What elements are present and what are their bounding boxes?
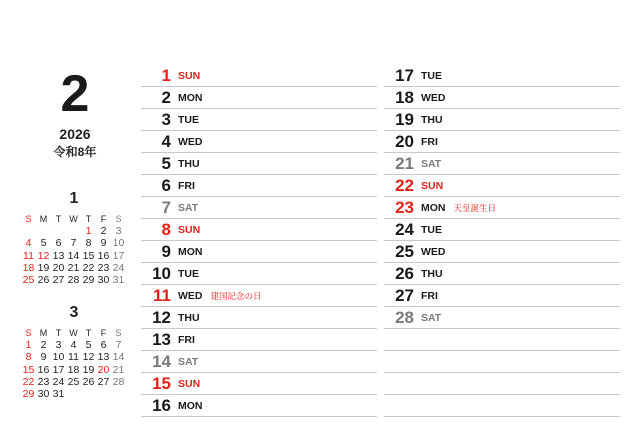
mini-week-row <box>21 262 127 274</box>
day-of-week: THU <box>178 311 200 324</box>
mini-week-row <box>21 237 127 249</box>
mini-day-cell <box>66 225 81 237</box>
day-of-week: SAT <box>421 157 442 170</box>
day-of-week: THU <box>421 113 443 126</box>
day-row <box>384 351 620 373</box>
mini-day-cell: 17 <box>112 249 125 262</box>
mini-day-cell: 14 <box>67 249 80 262</box>
mini-day-cell: 11 <box>68 351 79 364</box>
mini-day-cell: 4 <box>25 237 32 250</box>
day-row <box>141 329 377 351</box>
day-row <box>141 131 377 153</box>
day-of-week: MON <box>178 91 203 104</box>
mini-day-cell: 25 <box>22 274 35 287</box>
mini-day-cell: 19 <box>82 363 95 376</box>
mini-day-cell: 10 <box>112 237 125 250</box>
mini-day-cell <box>21 225 36 237</box>
day-number: 10 <box>152 263 171 283</box>
mini-calendar-weekday-header <box>21 327 127 339</box>
mini-day-cell: 18 <box>67 363 80 376</box>
day-number: 3 <box>161 109 171 129</box>
day-number: 21 <box>395 153 414 173</box>
mini-weekday-label: S <box>115 328 122 338</box>
mini-weekday-label: W <box>69 214 78 224</box>
day-row <box>141 65 377 87</box>
day-row <box>384 65 620 87</box>
mini-weekday-label: S <box>25 328 32 338</box>
day-number: 14 <box>152 351 171 371</box>
day-of-week: THU <box>421 267 443 280</box>
day-of-week: TUE <box>421 69 442 82</box>
mini-day-cell: 27 <box>97 375 110 388</box>
mini-day-cell: 12 <box>37 249 50 262</box>
mini-calendar-title: 3 <box>69 304 79 321</box>
day-row <box>384 109 620 131</box>
day-number: 25 <box>395 241 414 261</box>
day-number: 16 <box>152 395 171 415</box>
day-row <box>384 87 620 109</box>
mini-day-cell: 6 <box>55 237 62 250</box>
mini-day-cell: 14 <box>112 351 125 364</box>
day-number: 6 <box>161 175 171 195</box>
mini-day-cell: 29 <box>22 388 35 401</box>
mini-day-cell: 11 <box>23 249 34 262</box>
mini-day-cell: 5 <box>85 339 92 352</box>
mini-weekday-label: T <box>85 328 92 338</box>
mini-week-row <box>21 250 127 262</box>
mini-day-cell: 24 <box>52 375 65 388</box>
mini-day-cell <box>51 225 66 237</box>
mini-day-cell: 1 <box>25 339 32 352</box>
mini-calendar-title: 1 <box>69 190 79 207</box>
mini-week-row <box>21 376 127 388</box>
mini-calendar-next-month <box>21 304 127 400</box>
mini-weekday-label: S <box>115 214 122 224</box>
day-number: 17 <box>395 65 414 85</box>
day-row <box>141 395 377 417</box>
mini-day-cell: 28 <box>112 375 125 388</box>
day-row <box>384 307 620 329</box>
mini-week-row <box>21 274 127 286</box>
day-of-week: MON <box>178 399 203 412</box>
day-number: 19 <box>395 109 414 129</box>
mini-weekday-label: F <box>100 328 107 338</box>
mini-day-cell: 21 <box>67 261 80 274</box>
mini-day-cell: 29 <box>82 274 95 287</box>
day-number: 4 <box>161 131 171 151</box>
holiday-label: 天皇誕生日 <box>453 202 497 213</box>
mini-day-cell <box>81 388 96 400</box>
mini-day-cell: 27 <box>52 274 65 287</box>
day-of-week: MON <box>421 201 446 214</box>
mini-weekday-label: T <box>55 214 62 224</box>
day-row <box>384 219 620 241</box>
day-row <box>141 373 377 395</box>
mini-weekday-label: M <box>39 214 48 224</box>
day-of-week: WED <box>421 91 446 104</box>
day-row <box>384 197 620 219</box>
mini-day-cell: 3 <box>115 225 122 238</box>
mini-day-cell: 23 <box>37 375 50 388</box>
mini-weekday-label: T <box>55 328 62 338</box>
mini-day-cell: 7 <box>115 339 122 352</box>
day-of-week: MON <box>178 245 203 258</box>
mini-day-cell: 31 <box>52 388 65 401</box>
mini-calendar-previous-month <box>21 190 127 286</box>
mini-day-cell <box>96 388 111 400</box>
mini-weekday-label: M <box>39 328 48 338</box>
mini-day-cell <box>111 388 126 400</box>
mini-day-cell: 8 <box>85 237 92 250</box>
mini-day-cell: 24 <box>112 261 125 274</box>
day-number: 18 <box>395 87 414 107</box>
day-row <box>141 285 377 307</box>
day-number: 9 <box>161 241 171 261</box>
day-of-week: SUN <box>178 377 201 390</box>
mini-day-cell: 19 <box>37 261 50 274</box>
mini-day-cell: 30 <box>37 388 50 401</box>
day-of-week: SUN <box>178 223 201 236</box>
mini-weekday-label: F <box>100 214 107 224</box>
day-row <box>141 241 377 263</box>
day-number: 7 <box>161 197 171 217</box>
mini-day-cell: 30 <box>97 274 110 287</box>
day-number: 26 <box>395 263 414 283</box>
year-label: 2026 <box>59 126 91 142</box>
mini-day-cell: 18 <box>22 261 35 274</box>
day-of-week: FRI <box>421 135 438 148</box>
day-number: 2 <box>161 87 171 107</box>
mini-day-cell: 16 <box>97 249 110 262</box>
day-row <box>384 131 620 153</box>
day-row <box>384 329 620 351</box>
mini-day-cell: 2 <box>40 339 47 352</box>
day-row <box>384 241 620 263</box>
mini-week-row <box>21 364 127 376</box>
day-of-week: SAT <box>178 201 199 214</box>
mini-day-cell: 7 <box>70 237 77 250</box>
mini-day-cell: 22 <box>82 261 95 274</box>
day-of-week: SUN <box>421 179 444 192</box>
mini-calendar-grid <box>21 225 127 286</box>
day-of-week: SAT <box>178 355 199 368</box>
mini-day-cell: 6 <box>100 339 107 352</box>
day-number: 5 <box>161 153 171 173</box>
mini-day-cell: 25 <box>67 375 80 388</box>
day-number: 11 <box>153 285 171 305</box>
day-row <box>384 285 620 307</box>
day-row <box>384 395 620 417</box>
day-number: 1 <box>161 65 171 85</box>
mini-day-cell: 9 <box>100 237 107 250</box>
day-number: 12 <box>152 307 171 327</box>
day-row <box>141 87 377 109</box>
day-list-right-column <box>384 65 620 417</box>
mini-weekday-label: W <box>69 328 78 338</box>
day-number: 24 <box>395 219 414 239</box>
mini-day-cell: 26 <box>82 375 95 388</box>
mini-week-row <box>21 351 127 363</box>
day-row <box>141 109 377 131</box>
day-list-left-column <box>141 65 377 417</box>
mini-day-cell: 12 <box>82 351 95 364</box>
day-row <box>141 307 377 329</box>
holiday-label: 建国記念の日 <box>210 290 262 301</box>
day-of-week: SAT <box>421 311 442 324</box>
mini-day-cell: 3 <box>55 339 62 352</box>
mini-day-cell: 26 <box>37 274 50 287</box>
day-number: 13 <box>152 329 171 349</box>
day-number: 22 <box>395 175 414 195</box>
day-number: 23 <box>395 197 414 217</box>
mini-day-cell <box>66 388 81 400</box>
day-of-week: FRI <box>178 179 195 192</box>
day-of-week: WED <box>178 289 203 302</box>
mini-week-row <box>21 388 127 400</box>
mini-day-cell: 20 <box>97 363 110 376</box>
day-of-week: WED <box>178 135 203 148</box>
mini-day-cell: 16 <box>37 363 50 376</box>
day-of-week: FRI <box>178 333 195 346</box>
mini-day-cell: 20 <box>52 261 65 274</box>
mini-day-cell: 13 <box>52 249 65 262</box>
mini-day-cell: 28 <box>67 274 80 287</box>
mini-calendar-weekday-header <box>21 213 127 225</box>
day-number: 15 <box>152 373 171 393</box>
mini-day-cell: 9 <box>40 351 47 364</box>
mini-day-cell: 4 <box>70 339 77 352</box>
mini-day-cell: 2 <box>100 225 107 238</box>
day-of-week: FRI <box>421 289 438 302</box>
mini-day-cell <box>36 225 51 237</box>
month-number: 2 <box>60 65 90 123</box>
mini-day-cell: 13 <box>97 351 110 364</box>
day-row <box>141 351 377 373</box>
mini-day-cell: 15 <box>22 363 35 376</box>
day-row <box>384 373 620 395</box>
era-label: 令和8年 <box>53 145 97 159</box>
mini-day-cell: 15 <box>82 249 95 262</box>
day-row <box>141 175 377 197</box>
day-number: 20 <box>395 131 414 151</box>
mini-calendar-grid <box>21 339 127 400</box>
mini-day-cell: 21 <box>112 363 125 376</box>
day-row <box>141 219 377 241</box>
day-of-week: TUE <box>178 113 199 126</box>
day-number: 27 <box>395 285 414 305</box>
mini-day-cell: 22 <box>22 375 35 388</box>
day-of-week: TUE <box>178 267 199 280</box>
day-row <box>384 175 620 197</box>
day-of-week: THU <box>178 157 200 170</box>
day-row <box>141 153 377 175</box>
mini-day-cell: 23 <box>97 261 110 274</box>
mini-day-cell: 17 <box>52 363 65 376</box>
day-row <box>141 197 377 219</box>
day-number: 8 <box>161 219 171 239</box>
mini-day-cell: 5 <box>40 237 47 250</box>
day-row <box>384 263 620 285</box>
mini-day-cell: 10 <box>52 351 65 364</box>
mini-day-cell: 31 <box>112 274 125 287</box>
mini-day-cell: 8 <box>25 351 32 364</box>
day-number: 28 <box>395 307 414 327</box>
mini-weekday-label: S <box>25 214 32 224</box>
day-of-week: SUN <box>178 69 201 82</box>
day-row <box>384 153 620 175</box>
mini-week-row <box>21 339 127 351</box>
day-of-week: WED <box>421 245 446 258</box>
mini-weekday-label: T <box>85 214 92 224</box>
mini-week-row <box>21 225 127 237</box>
day-row <box>141 263 377 285</box>
mini-day-cell: 1 <box>85 225 92 238</box>
day-of-week: TUE <box>421 223 442 236</box>
